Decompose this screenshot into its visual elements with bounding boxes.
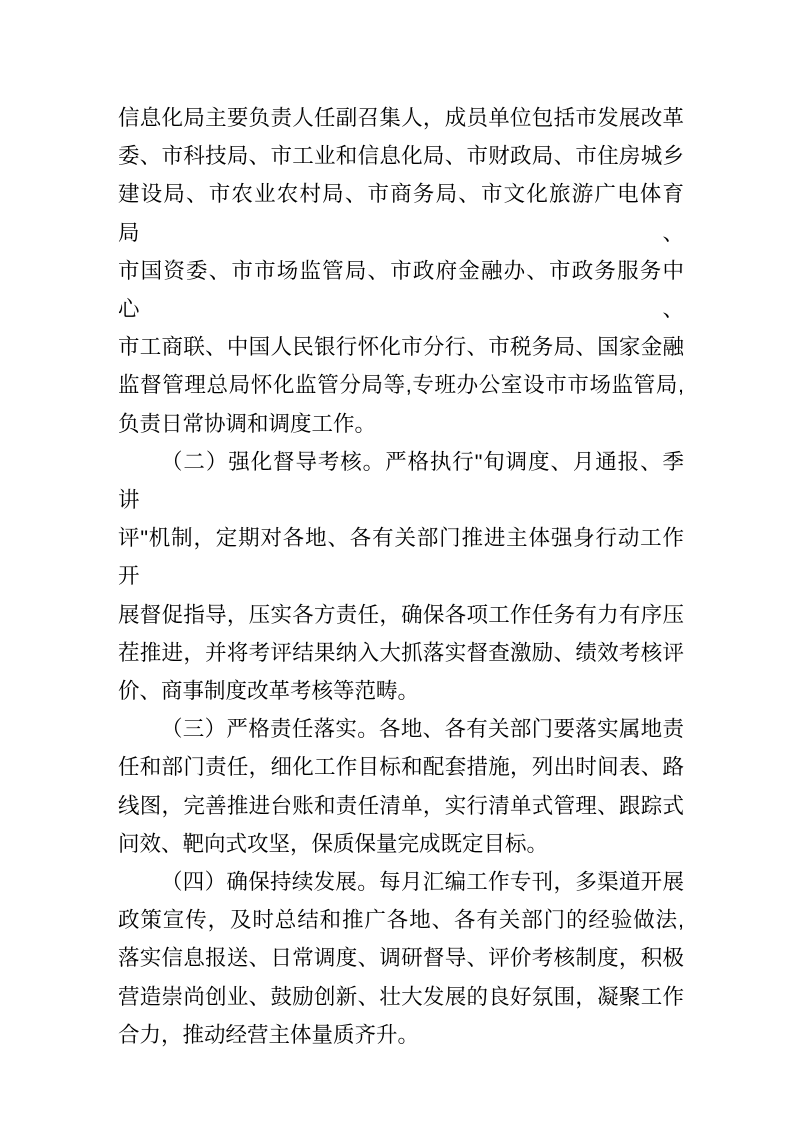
text-line: 建设局、市农业农村局、市商务局、市文化旅游广电体育局、	[118, 182, 684, 245]
text-line: 合力，推动经营主体量质齐升。	[118, 1022, 420, 1047]
text-line: （四）确保持续发展。每月汇编工作专刊，多渠道开展	[161, 870, 684, 895]
paragraph-item-4	[118, 863, 684, 1054]
text-line: 展督促指导，压实各方责任，确保各项工作任务有力有序压	[118, 602, 684, 627]
text-line: 价、商事制度改革考核等范畴。	[118, 679, 420, 704]
paragraph-item-3	[118, 710, 684, 863]
text-line: 问效、靶向式攻坚，保质保量完成既定目标。	[118, 831, 549, 856]
text-line: 负责日常协调和调度工作。	[118, 411, 377, 436]
text-line: 委、市科技局、市工业和信息化局、市财政局、市住房城乡	[118, 144, 684, 169]
text-line: 任和部门责任，细化工作目标和配套措施，列出时间表、路	[118, 755, 684, 780]
text-line: 线图，完善推进台账和责任清单，实行清单式管理、跟踪式	[118, 793, 684, 818]
text-line: 信息化局主要负责人任副召集人，成员单位包括市发展改革	[118, 106, 684, 130]
text-line: 政策宣传，及时总结和推广各地、各有关部门的经验做法,	[118, 908, 684, 933]
text-line: 营造崇尚创业、鼓励创新、壮大发展的良好氛围，凝聚工作	[118, 984, 684, 1009]
text-line: 市工商联、中国人民银行怀化市分行、市税务局、国家金融	[118, 335, 684, 360]
text-line: （二）强化督导考核。严格执行"旬调度、月通报、季讲	[118, 449, 684, 513]
paragraph-continued	[118, 99, 684, 443]
text-line: 评"机制，定期对各地、各有关部门推进主体强身行动工作开	[118, 526, 684, 589]
text-line: 市国资委、市市场监管局、市政府金融办、市政务服务中心、	[118, 258, 684, 322]
text-line: 茬推进，并将考评结果纳入大抓落实督查激励、绩效考核评	[118, 640, 684, 665]
document-body-text	[118, 99, 684, 1054]
paragraph-item-2	[118, 443, 684, 710]
text-line: 落实信息报送、日常调度、调研督导、评价考核制度，积极	[118, 946, 684, 971]
text-line: 监督管理总局怀化监管分局等,专班办公室设市市场监管局,	[118, 373, 684, 398]
text-line: （三）严格责任落实。各地、各有关部门要落实属地责	[161, 717, 684, 742]
